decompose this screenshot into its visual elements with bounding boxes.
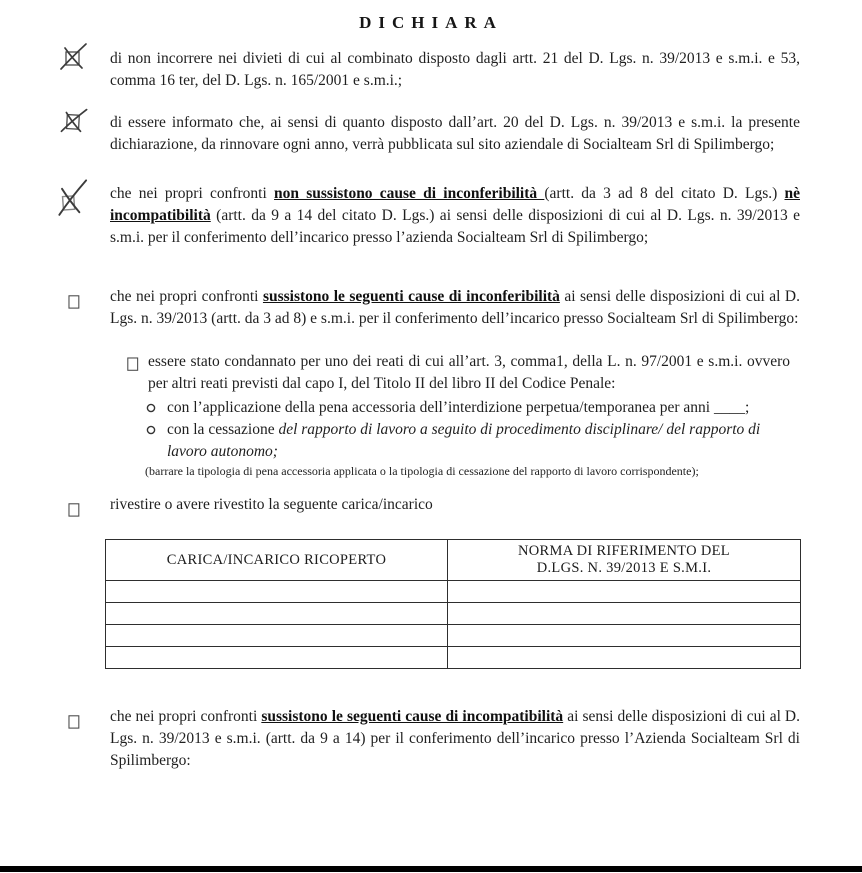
item-text: con l’applicazione della pena accessoria dell’interdizione perpetua/temporanea per anni ____;	[167, 399, 750, 416]
item-text: con la cessazione del rapporto di lavoro a seguito di procedimento disciplinare/ del rapporto di lavoro autonomo;	[167, 421, 761, 460]
unchecked-checkbox-icon	[126, 356, 146, 377]
option-cessazione-rapporto	[146, 419, 782, 463]
table-empty-cell	[448, 603, 801, 625]
table-empty-cell	[106, 603, 448, 625]
item-text: di non incorrere nei divieti di cui al combinato disposto dagli artt. 21 del D. Lgs. n. 39/2013 e s.m.i. e 53, comma 16 ter, del D. Lgs. n. 165/2001 e s.m.i.;	[110, 50, 800, 89]
table-empty-cell	[106, 625, 448, 647]
unchecked-checkbox-icon	[64, 711, 92, 737]
declaration-item-4	[58, 286, 800, 330]
blank-line: ____;	[713, 399, 750, 416]
table-header-carica: CARICA/INCARICO RICOPERTO	[106, 540, 448, 581]
table-empty-cell	[448, 625, 801, 647]
table-empty-cell	[448, 647, 801, 669]
declaration-item-6	[58, 706, 800, 772]
page-bottom-rule	[0, 866, 862, 872]
item-text: che nei propri confronti sussistono le seguenti cause di inconferibilità ai sensi delle disposizioni di cui al D. Lgs. n. 39/2013 (artt. da 3 ad 8) e s.m.i. per il conferimento dell’incarico presso Socialteam Srl di Spilimbergo:	[110, 288, 800, 327]
table-body	[106, 581, 801, 669]
table-empty-row	[106, 603, 801, 625]
table-empty-row	[106, 625, 801, 647]
document-title: DICHIARA	[359, 13, 503, 32]
item-text: rivestire o avere rivestito la seguente carica/incarico	[110, 496, 433, 513]
checked-checkbox-icon	[57, 104, 93, 138]
option-pena-accessoria	[146, 397, 782, 419]
sub-item-condanna	[121, 351, 790, 395]
table-empty-cell	[106, 647, 448, 669]
item-text: che nei propri confronti non sussistono cause di inconferibilità (artt. da 3 ad 8 del citato D. Lgs.) nè incompatibilità (artt. da 9 a 14 del citato D. Lgs.) ai sensi delle disposizioni di cui al D. Lgs. n. 39/2013 e s.m.i. per il conferimento dell’incarico presso l’azienda Socialteam Srl di Spilimbergo;	[110, 185, 800, 246]
checked-checkbox-icon	[58, 41, 92, 73]
declaration-item-3	[58, 183, 800, 249]
item-text: di essere informato che, ai sensi di quanto disposto dall’art. 20 del D. Lgs. n. 39/2013 e s.m.i. la presente dichiarazione, da rinnovare ogni anno, verrà pubblicata sul sito aziendale di Socialteam Srl di Spilimbergo;	[110, 114, 800, 153]
unchecked-checkbox-icon	[64, 499, 92, 525]
circle-bullet-icon	[146, 403, 158, 415]
declaration-item-1	[58, 48, 800, 92]
carica-incarico-table	[105, 539, 801, 669]
circle-bullet-icon	[146, 425, 158, 437]
declaration-item-5	[58, 494, 800, 525]
fine-print-note: (barrare la tipologia di pena accessoria applicata o la tipologia di cessazione del rapporto di lavoro corrispondente);	[145, 464, 699, 478]
table-empty-row	[106, 647, 801, 669]
table-empty-row	[106, 581, 801, 603]
declaration-item-2	[58, 112, 800, 156]
item-text: che nei propri confronti sussistono le seguenti cause di incompatibilità ai sensi delle disposizioni di cui al D. Lgs. n. 39/2013 e s.m.i. (artt. da 9 a 14) per il conferimento dell’incarico presso l’Azienda Socialteam Srl di Spilimbergo:	[110, 708, 800, 769]
item-text: essere stato condannato per uno dei reati di cui all’art. 3, comma1, della L. n. 97/2001 e s.m.i. ovvero per altri reati previsti dal capo I, del Titolo II del libro II del Codice Penale:	[148, 353, 790, 392]
table-header-row	[106, 540, 801, 581]
table-empty-cell	[106, 581, 448, 603]
table-empty-cell	[448, 581, 801, 603]
checked-checkbox-icon	[55, 177, 96, 220]
table-header-norma: NORMA DI RIFERIMENTO DEL D.LGS. N. 39/2013 E S.M.I.	[448, 540, 801, 581]
unchecked-checkbox-icon	[64, 291, 92, 317]
